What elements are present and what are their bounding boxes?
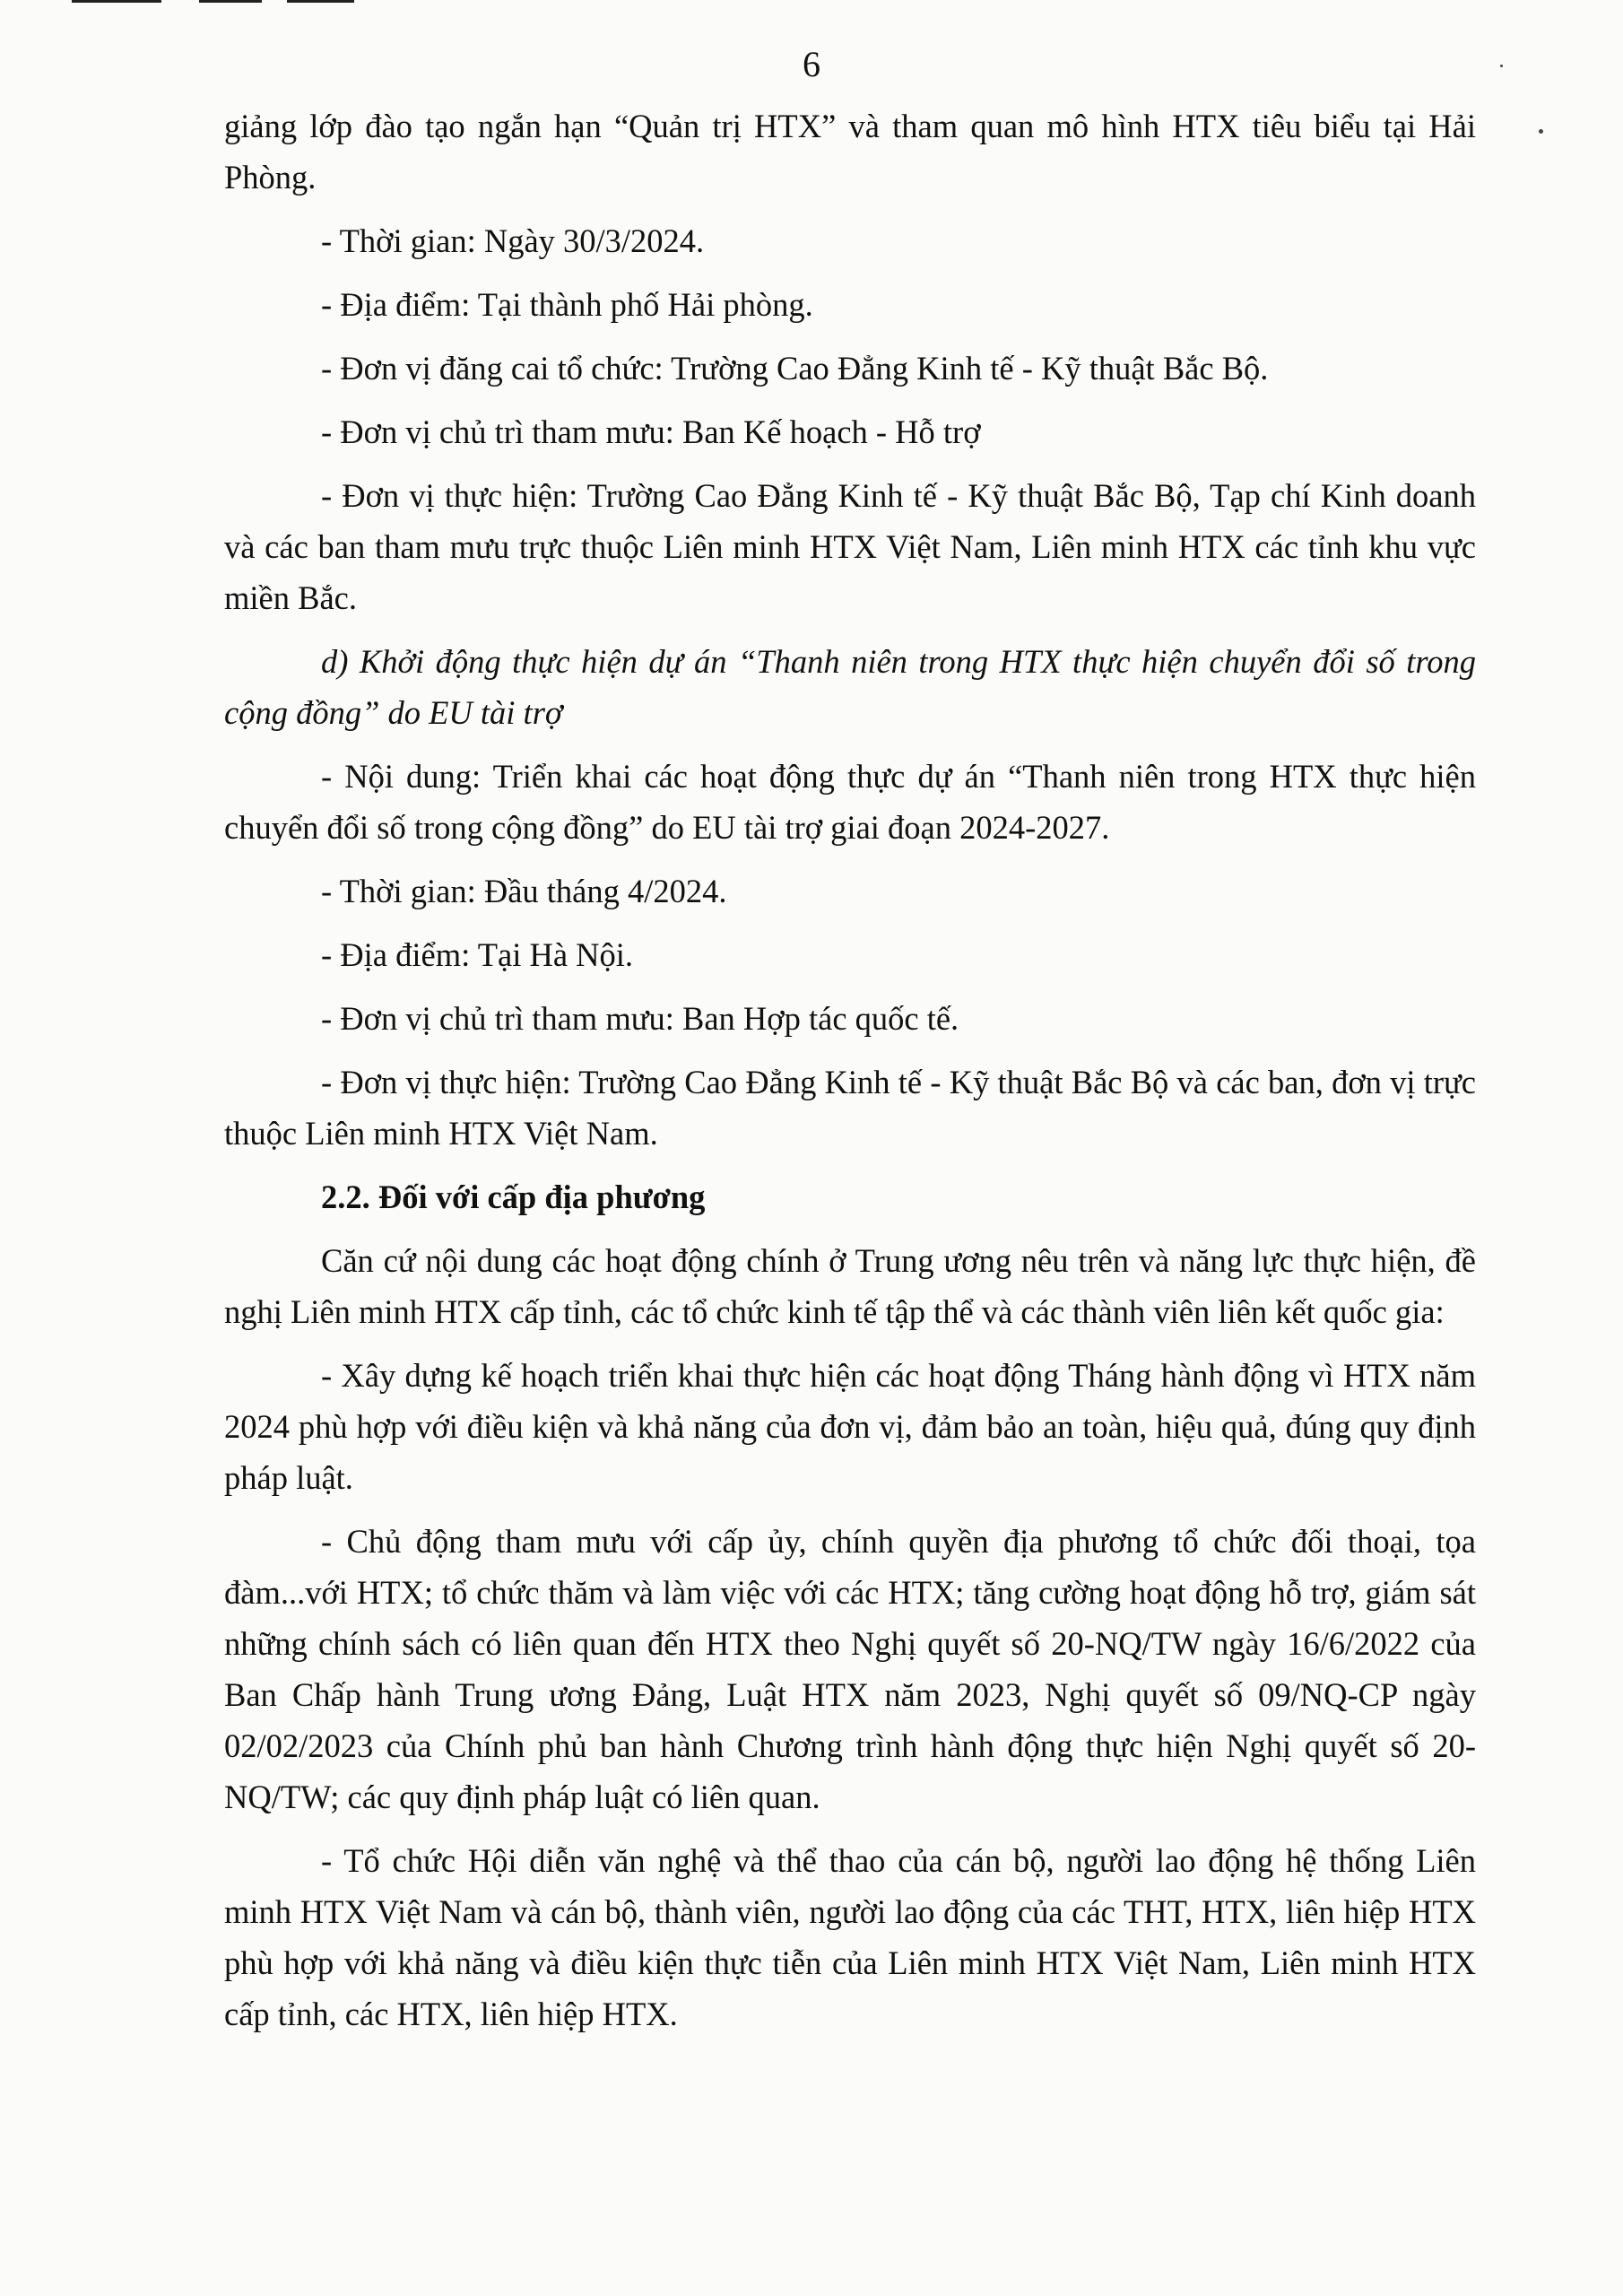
section-heading: 2.2. Đối với cấp địa phương: [321, 1178, 706, 1215]
paragraph: Căn cứ nội dung các hoạt động chính ở Trung ương nêu trên và năng lực thực hiện, đề nghị Liên minh HTX cấp tỉnh, các tổ chức kinh tế tập thể và các thành viên liên kết quốc gia:: [224, 1242, 1476, 1330]
paragraph: - Nội dung: Triển khai các hoạt động thực dự án “Thanh niên trong HTX thực hiện chuyển đổi số trong cộng đồng” do EU tài trợ giai đoạn 2024-2027.: [224, 758, 1476, 846]
top-edge-mark: [199, 0, 262, 3]
paragraph: - Đơn vị thực hiện: Trường Cao Đẳng Kinh tế - Kỹ thuật Bắc Bộ và các ban, đơn vị trực thuộc Liên minh HTX Việt Nam.: [224, 1064, 1476, 1152]
page-number: 6: [803, 44, 820, 84]
paragraph: - Đơn vị thực hiện: Trường Cao Đẳng Kinh tế - Kỹ thuật Bắc Bộ, Tạp chí Kinh doanh và các ban tham mưu trực thuộc Liên minh HTX Việt Nam, Liên minh HTX các tỉnh khu vực miền Bắc.: [224, 477, 1476, 616]
top-edge-mark: [72, 0, 161, 3]
top-edge-mark: [287, 0, 354, 3]
paragraph: - Đơn vị chủ trì tham mưu: Ban Hợp tác quốc tế.: [321, 1000, 959, 1037]
paragraph: giảng lớp đào tạo ngắn hạn “Quản trị HTX” và tham quan mô hình HTX tiêu biểu tại Hải Phòng.: [224, 108, 1476, 196]
scan-speck: [1500, 65, 1503, 67]
paragraph: - Thời gian: Ngày 30/3/2024.: [321, 222, 705, 259]
paragraph: - Thời gian: Đầu tháng 4/2024.: [321, 873, 727, 909]
scan-speck: [1539, 129, 1543, 134]
subsection-heading: d) Khởi động thực hiện dự án “Thanh niên trong HTX thực hiện chuyển đổi số trong cộng đồng” do EU tài trợ: [224, 643, 1476, 731]
paragraph: - Đơn vị chủ trì tham mưu: Ban Kế hoạch - Hỗ trợ: [321, 413, 981, 450]
document-body: [224, 100, 1476, 2052]
paragraph: - Địa điểm: Tại Hà Nội.: [321, 936, 634, 973]
paragraph: - Tổ chức Hội diễn văn nghệ và thể thao của cán bộ, người lao động hệ thống Liên minh HTX Việt Nam và cán bộ, thành viên, người lao động của các THT, HTX, liên hiệp HTX phù hợp với khả năng và điều kiện thực tiễn của Liên minh HTX Việt Nam, Liên minh HTX cấp tỉnh, các HTX, liên hiệp HTX.: [224, 1842, 1476, 2032]
paragraph: - Địa điểm: Tại thành phố Hải phòng.: [321, 286, 813, 323]
paragraph: - Xây dựng kế hoạch triển khai thực hiện các hoạt động Tháng hành động vì HTX năm 2024 phù hợp với điều kiện và khả năng của đơn vị, đảm bảo an toàn, hiệu quả, đúng quy định pháp luật.: [224, 1357, 1476, 1496]
paragraph: - Chủ động tham mưu với cấp ủy, chính quyền địa phương tổ chức đối thoại, tọa đàm...với HTX; tổ chức thăm và làm việc với các HTX; tăng cường hoạt động hỗ trợ, giám sát những chính sách có liên quan đến HTX theo Nghị quyết số 20-NQ/TW ngày 16/6/2022 của Ban Chấp hành Trung ương Đảng, Luật HTX năm 2023, Nghị quyết số 09/NQ-CP ngày 02/02/2023 của Chính phủ ban hành Chương trình hành động thực hiện Nghị quyết số 20-NQ/TW; các quy định pháp luật có liên quan.: [224, 1523, 1476, 1815]
paragraph: - Đơn vị đăng cai tổ chức: Trường Cao Đẳng Kinh tế - Kỹ thuật Bắc Bộ.: [321, 350, 1269, 387]
